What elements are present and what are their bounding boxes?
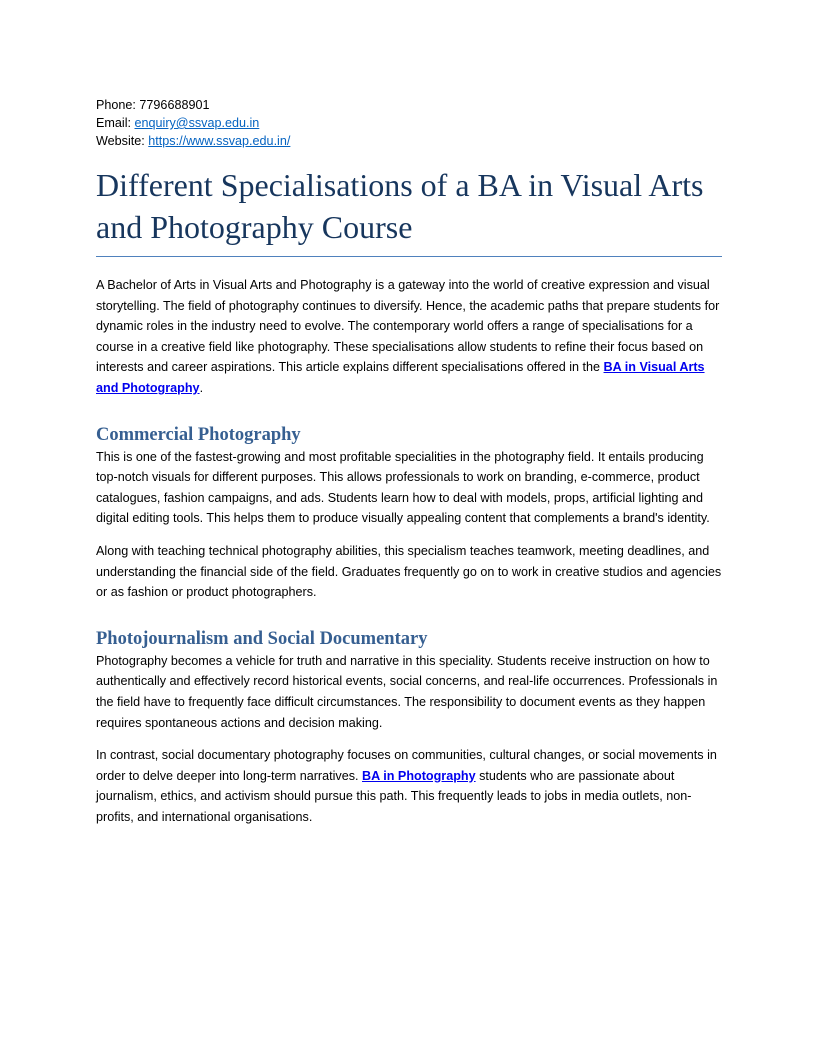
contact-block (96, 96, 722, 150)
email-link[interactable]: enquiry@ssvap.edu.in (134, 116, 260, 130)
commercial-paragraph-2: Along with teaching technical photography abilities, this specialism teaches teamwork, meeting deadlines, and understanding the financial side of the field. Graduates frequently go on to work in creative studios and agencies or as fashion or product photographers. (96, 543, 722, 600)
photojournalism-paragraph-1: Photography becomes a vehicle for truth and narrative in this speciality. Students receive instruction on how to authentically and effectively record historical events, social concerns, and real-life occurrences. Professionals in the field have to frequently face difficult circumstances. The responsibility to document events as they happen requires spontaneous actions and decision making. (96, 653, 718, 730)
intro-text: A Bachelor of Arts in Visual Arts and Photography is a gateway into the world of creative expression and visual storytelling. The field of photography continues to diversify. Hence, the academic paths that prepare students for dynamic roles in the industry need to evolve. The contemporary world offers a range of specialisations for a course in a creative field like photography. These specialisations allow students to refine their focus based on interests and career aspirations. This article explains different specialisations offered in the (96, 278, 720, 375)
commercial-paragraph-1: This is one of the fastest-growing and most profitable specialities in the photography field. It entails producing top-notch visuals for different purposes. This allows professionals to work on branding, e-commerce, product catalogues, fashion campaigns, and ads. Students learn how to deal with models, props, artificial lighting and digital editing tools. This helps them to produce visually appealing content that complements a brand's identity. (96, 449, 710, 526)
phone-label: Phone: (96, 98, 140, 112)
website-label: Website: (96, 134, 149, 148)
intro-end: . (199, 380, 204, 395)
section-heading-commercial: Commercial Photography (96, 424, 301, 445)
intro-paragraph (96, 275, 722, 399)
page-title: Different Specialisations of a BA in Visual Arts and Photography Course (96, 164, 722, 257)
email-line (96, 114, 722, 132)
photojournalism-paragraph-2 (96, 745, 722, 827)
photojournalism-p2-end: students who are passionate about journalism, ethics, and activism should pursue this path. This frequently leads to jobs in media outlets, non-profits, and international organisations. (96, 768, 692, 824)
document-page (96, 96, 722, 827)
photojournalism-p2-start: In contrast, social documentary photography focuses on communities, cultural changes, or social movements in order to delve deeper into long-term narratives. (96, 748, 717, 783)
ba-visual-arts-link[interactable]: BA in Visual Arts and Photography (96, 360, 705, 395)
website-line (96, 132, 722, 150)
phone-line (96, 96, 722, 114)
email-label: Email: (96, 116, 135, 130)
ba-photography-link[interactable]: BA in Photography (362, 768, 476, 783)
website-link[interactable]: https://www.ssvap.edu.in/ (148, 134, 291, 148)
phone-number: 7796688901 (139, 98, 210, 112)
section-heading-photojournalism: Photojournalism and Social Documentary (96, 628, 428, 649)
